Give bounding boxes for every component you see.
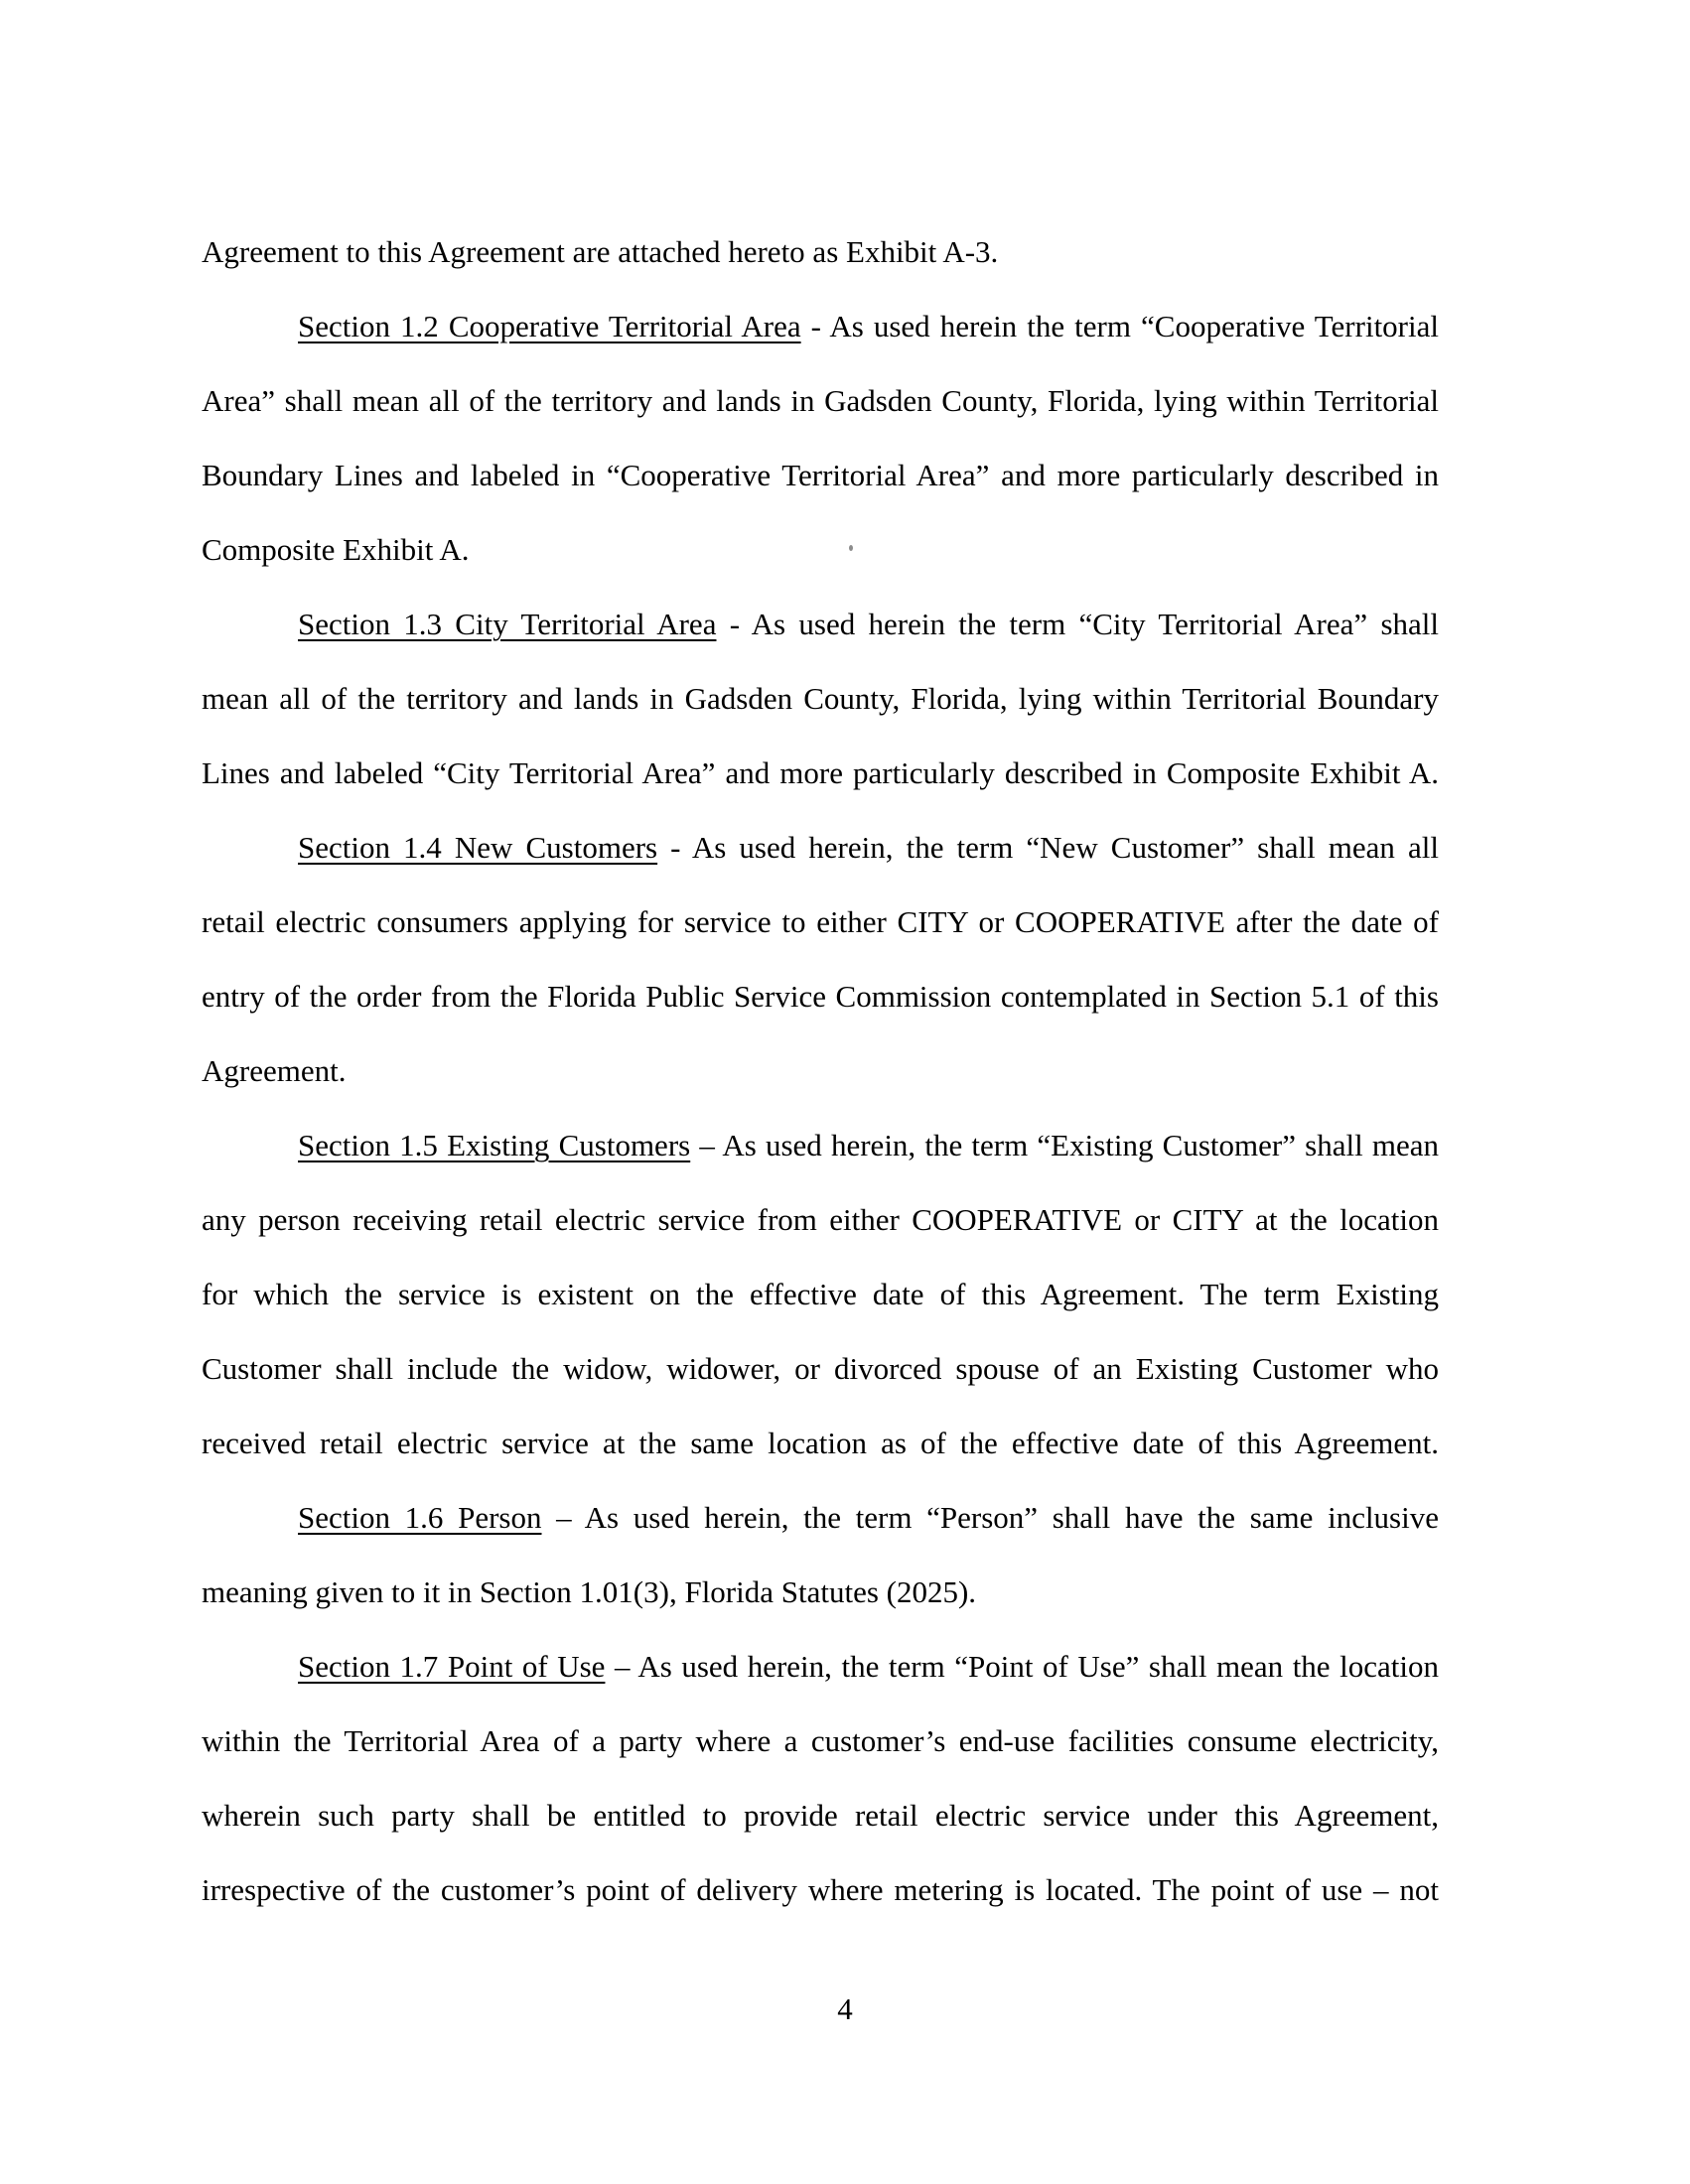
document-line: Boundary Lines and labeled in “Cooperative Territorial Area” and more particularly described in xyxy=(202,458,1439,492)
document-line: Customer shall include the widow, widower, or divorced spouse of an Existing Customer who xyxy=(202,1351,1439,1386)
document-line: mean all of the territory and lands in Gadsden County, Florida, lying within Territorial Boundary xyxy=(202,681,1439,716)
section-heading: Section 1.4 New Customers xyxy=(298,830,658,865)
document-line: Section 1.5 Existing Customers – As used herein, the term “Existing Customer” shall mean xyxy=(298,1128,1439,1162)
section-heading: Section 1.5 Existing Customers xyxy=(298,1128,691,1162)
document-line: wherein such party shall be entitled to provide retail electric service under this Agreement, xyxy=(202,1798,1439,1833)
document-line: meaning given to it in Section 1.01(3), Florida Statutes (2025). xyxy=(202,1574,977,1609)
document-line: within the Territorial Area of a party where a customer’s end-use facilities consume electricity, xyxy=(202,1723,1439,1758)
document-line: for which the service is existent on the effective date of this Agreement. The term Existing xyxy=(202,1277,1439,1311)
scan-artifact-dot xyxy=(849,545,853,551)
document-line: Section 1.2 Cooperative Territorial Area - As used herein the term “Cooperative Territorial xyxy=(298,309,1439,343)
document-line: Lines and labeled “City Territorial Area” and more particularly described in Composite Exhibit A. xyxy=(202,755,1439,790)
document-line: Area” shall mean all of the territory and lands in Gadsden County, Florida, lying within Territorial xyxy=(202,383,1439,418)
section-heading: Section 1.2 Cooperative Territorial Area xyxy=(298,309,801,343)
document-line: irrespective of the customer’s point of delivery where metering is located. The point of use – not xyxy=(202,1872,1439,1907)
document-text-block xyxy=(202,214,1439,1927)
document-line: Agreement to this Agreement are attached hereto as Exhibit A-3. xyxy=(202,234,999,269)
document-line: Agreement. xyxy=(202,1053,347,1088)
document-line: Section 1.6 Person – As used herein, the term “Person” shall have the same inclusive xyxy=(298,1500,1439,1535)
document-line: received retail electric service at the same location as of the effective date of this Agreement. xyxy=(202,1426,1439,1460)
document-line: Section 1.4 New Customers - As used herein, the term “New Customer” shall mean all xyxy=(298,830,1439,865)
page-number: 4 xyxy=(837,1991,853,2026)
document-line: Section 1.3 City Territorial Area - As used herein the term “City Territorial Area” shall xyxy=(298,607,1439,641)
document-line: Section 1.7 Point of Use – As used herein, the term “Point of Use” shall mean the location xyxy=(298,1649,1439,1684)
section-heading: Section 1.6 Person xyxy=(298,1500,542,1535)
section-heading: Section 1.7 Point of Use xyxy=(298,1649,606,1684)
document-line: entry of the order from the Florida Public Service Commission contemplated in Section 5.1 of this xyxy=(202,979,1439,1014)
section-heading: Section 1.3 City Territorial Area xyxy=(298,607,717,641)
document-line: retail electric consumers applying for service to either CITY or COOPERATIVE after the date of xyxy=(202,904,1439,939)
document-line: any person receiving retail electric service from either COOPERATIVE or CITY at the location xyxy=(202,1202,1439,1237)
document-line: Composite Exhibit A. xyxy=(202,532,470,567)
